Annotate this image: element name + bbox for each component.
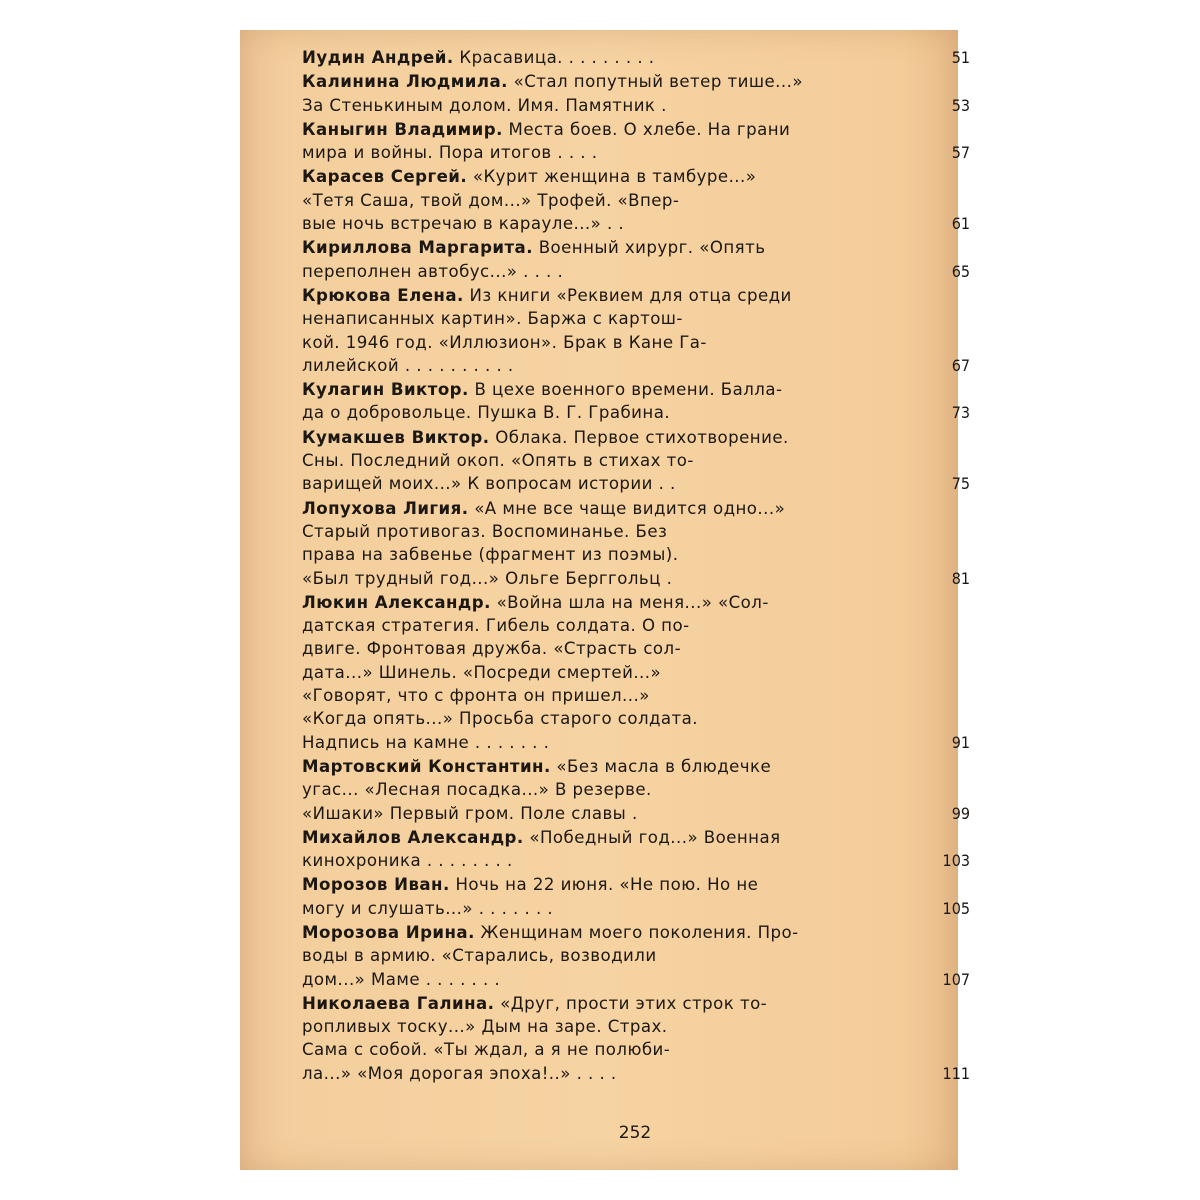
toc-entry-text: «А мне все чаще видится одно...»	[468, 498, 786, 518]
toc-entry-text: угас... «Лесная посадка...» В резерве.	[302, 780, 652, 800]
toc-entry-page: 61	[951, 214, 970, 234]
toc-entry	[302, 873, 970, 920]
toc-entry-text: «Когда опять...» Просьба старого солдата.	[302, 709, 699, 729]
toc-entry-line	[302, 778, 870, 801]
toc-entry-line	[302, 637, 870, 660]
toc-entry	[302, 165, 970, 235]
toc-entry-text: «Стал попутный ветер тише...»	[507, 72, 803, 92]
toc-entry-page: 111	[942, 1063, 970, 1083]
toc-entry-line	[302, 921, 870, 944]
toc-entry-line	[302, 165, 870, 188]
toc-entry-author: Морозов Иван.	[302, 875, 450, 895]
toc-entry-text: права на забвенье (фрагмент из поэмы).	[302, 545, 679, 565]
toc-entry-line	[302, 284, 870, 307]
toc-entry-page: 99	[951, 803, 970, 823]
toc-entry	[302, 755, 970, 825]
toc-entry	[302, 921, 970, 991]
toc-entry-text: кинохроника . . . . . . . .	[302, 851, 513, 871]
toc-entry-author: Николаева Галина.	[302, 993, 495, 1013]
toc-entry-text: дом...» Маме . . . . . . .	[302, 969, 501, 989]
toc-entry-line	[302, 567, 870, 590]
toc-entry-line	[302, 331, 870, 354]
toc-entry-page: 73	[951, 403, 970, 423]
toc-entry-text: «Тетя Саша, твой дом...» Трофей. «Впер-	[302, 190, 680, 210]
toc-entry-line	[302, 212, 870, 235]
toc-entry-page: 65	[951, 261, 970, 281]
toc-entry-line	[302, 497, 870, 520]
toc-entry-author: Морозова Ирина.	[302, 922, 475, 942]
toc-entry	[302, 591, 970, 754]
toc-entry-line	[302, 260, 870, 283]
toc-entry-author: Каныгин Владимир.	[302, 119, 503, 139]
toc-entry-line	[302, 426, 870, 449]
toc-entry-text: лилейской . . . . . . . . . .	[302, 355, 514, 375]
toc-entry-text: Из книги «Реквием для отца среди	[463, 285, 792, 305]
toc-entry-line	[302, 401, 870, 424]
toc-entry-line	[302, 731, 870, 754]
toc-entry-page: 51	[951, 48, 970, 67]
toc-entry-text: Старый противогаз. Воспоминанье. Без	[302, 521, 668, 541]
toc-entry-line	[302, 873, 870, 896]
toc-entry-line	[302, 707, 870, 730]
toc-entry-page: 103	[942, 851, 970, 871]
toc-entry-text: Надпись на камне . . . . . . .	[302, 732, 550, 752]
toc-entry-text: ла...» «Моя дорогая эпоха!..» . . . .	[302, 1063, 617, 1083]
toc-entry-line	[302, 307, 870, 330]
toc-entry-page: 107	[942, 969, 970, 989]
toc-entry-text: За Стенькиным долом. Имя. Памятник .	[302, 95, 667, 115]
toc-entry-author: Карасев Сергей.	[302, 167, 468, 187]
toc-entry-text: переполнен автобус...» . . . .	[302, 261, 564, 281]
toc-entry-text: дата...» Шинель. «Посреди смертей...»	[302, 662, 662, 682]
toc-entry-text: Женщинам моего поколения. Про-	[474, 922, 799, 942]
toc-entry-author: Крюкова Елена.	[302, 285, 464, 305]
toc-entry-line	[302, 449, 870, 472]
toc-entry-text: вые ночь встречаю в карауле...» . .	[302, 214, 625, 234]
toc-entry-text: кой. 1946 год. «Иллюзион». Брак в Кане Га-	[302, 332, 707, 352]
toc-entry	[302, 46, 970, 69]
toc-entry-text: воды в армию. «Старались, возводили	[302, 946, 657, 966]
toc-entry-line	[302, 70, 870, 93]
toc-entry-line	[302, 826, 870, 849]
toc-entry-page: 105	[942, 898, 970, 918]
toc-entry-line	[302, 661, 870, 684]
toc-entry-line	[302, 189, 870, 212]
toc-entry-text: датская стратегия. Гибель солдата. О по-	[302, 616, 690, 636]
toc-entry-page: 53	[951, 95, 970, 115]
toc-entry	[302, 826, 970, 873]
toc-entry-line	[302, 944, 870, 967]
toc-entry-line	[302, 543, 870, 566]
book-page	[240, 30, 970, 1170]
toc-entry-text: «Друг, прости этих строк то-	[494, 993, 768, 1013]
toc-entry-text: Военный хирург. «Опять	[532, 238, 766, 258]
toc-entry-text: «Война шла на меня...» «Сол-	[490, 592, 769, 612]
toc-entry-line	[302, 118, 870, 141]
toc-entry-line	[302, 354, 870, 377]
toc-entry-author: Кулагин Виктор.	[302, 380, 469, 400]
toc-entry-line	[302, 46, 870, 69]
toc-entry-text: ненаписанных картин». Баржа с картош-	[302, 309, 683, 329]
toc-entry-line	[302, 520, 870, 543]
toc-entry-author: Кумакшев Виктор.	[302, 427, 490, 447]
toc-entry-page: 75	[951, 474, 970, 494]
toc-entry-line	[302, 1015, 870, 1038]
toc-entry-line	[302, 591, 870, 614]
toc-entry-line	[302, 141, 870, 164]
toc-entry-text: варищей моих...» К вопросам истории . .	[302, 474, 676, 494]
toc-entry-line	[302, 992, 870, 1015]
toc-entry-text: могу и слушать...» . . . . . . .	[302, 898, 554, 918]
toc-entry-text: Сны. Последний окоп. «Опять в стихах то-	[302, 451, 694, 471]
toc-entry-author: Иудин Андрей.	[302, 48, 454, 67]
toc-entry-page: 57	[951, 143, 970, 163]
toc-entry-text: «Курит женщина в тамбуре...»	[467, 167, 757, 187]
toc-entry	[302, 497, 970, 590]
toc-entry-line	[302, 614, 870, 637]
toc-entry-text: «Ишаки» Первый гром. Поле славы .	[302, 803, 638, 823]
toc-entry-author: Михайлов Александр.	[302, 827, 524, 847]
toc-entry-line	[302, 378, 870, 401]
toc-entry-line	[302, 236, 870, 259]
toc-entry-line	[302, 1038, 870, 1061]
toc-entry-text: Места боев. О хлебе. На грани	[502, 119, 791, 139]
toc-entry-line	[302, 94, 870, 117]
toc-entry-text: Ночь на 22 июня. «Не пою. Но не	[449, 875, 759, 895]
toc-entry-line	[302, 684, 870, 707]
toc-entry-text: двиге. Фронтовая дружба. «Страсть сол-	[302, 639, 682, 659]
toc-entry	[302, 118, 970, 165]
toc-entry-line	[302, 897, 870, 920]
toc-entry-line	[302, 755, 870, 778]
toc-entry-text: Облака. Первое стихотворение.	[489, 427, 789, 447]
toc-entry-text: Красавица. . . . . . . . .	[453, 48, 655, 67]
toc-entry-line	[302, 849, 870, 872]
toc-entry	[302, 378, 970, 425]
toc-entry-text: мира и войны. Пора итогов . . . .	[302, 143, 598, 163]
toc-entry-text: «Был трудный год...» Ольге Берггольц .	[302, 568, 673, 588]
toc-entry-page: 67	[951, 355, 970, 375]
toc-entry-page: 81	[951, 568, 970, 588]
toc-entry-line	[302, 968, 870, 991]
toc-entry-text: «Без масла в блюдечке	[550, 756, 772, 776]
toc-entry-author: Мартовский Константин.	[302, 756, 551, 776]
toc-entry-author: Кириллова Маргарита.	[302, 238, 533, 258]
toc-entry	[302, 426, 970, 496]
toc-entry-text: «Говорят, что с фронта он пришел...»	[302, 686, 650, 706]
toc-entry-text: Сама с собой. «Ты ждал, а я не полюби-	[302, 1040, 671, 1060]
toc-entry-text: ропливых тоску...» Дым на заре. Страх.	[302, 1017, 668, 1037]
toc-entry-page: 91	[951, 732, 970, 752]
toc-entry-author: Калинина Людмила.	[302, 72, 508, 92]
toc-entry	[302, 70, 970, 117]
toc-entry-author: Лопухова Лигия.	[302, 498, 469, 518]
table-of-contents	[302, 46, 970, 1086]
toc-entry-author: Люкин Александр.	[302, 592, 491, 612]
toc-entry-text: В цехе военного времени. Балла-	[468, 380, 783, 400]
page-number: 252	[618, 1123, 652, 1143]
toc-entry-text: «Победный год...» Военная	[523, 827, 781, 847]
toc-entry-line	[302, 472, 870, 495]
toc-entry-line	[302, 802, 870, 825]
toc-entry	[302, 284, 970, 377]
toc-entry	[302, 992, 970, 1085]
toc-entry-line	[302, 1062, 870, 1085]
toc-entry-text: да о добровольце. Пушка В. Г. Грабина.	[302, 403, 671, 423]
toc-entry	[302, 236, 970, 283]
